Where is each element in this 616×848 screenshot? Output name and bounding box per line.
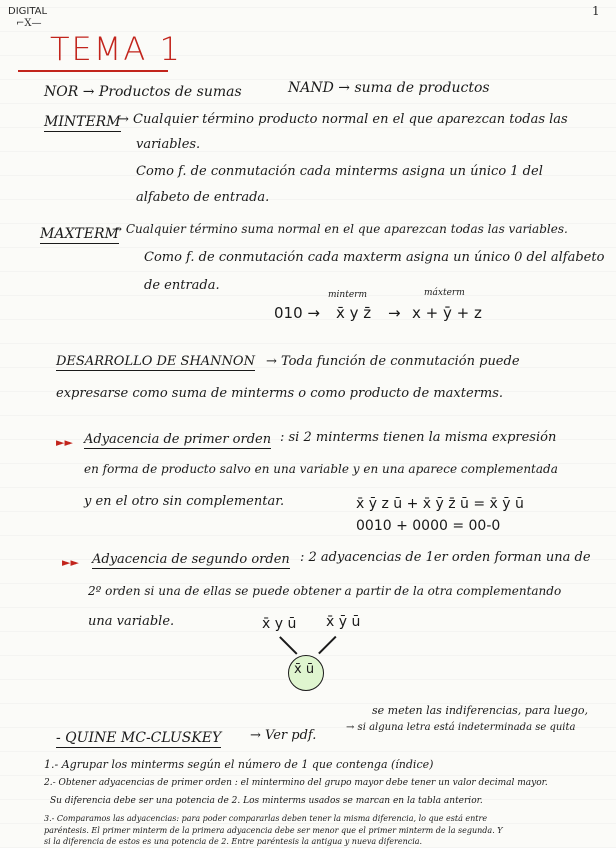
ady1-line-1: : si 2 minterms tienen la misma expresión	[280, 430, 557, 445]
ady1-line-2: en forma de producto salvo en una variable y en una aparece complementada	[84, 462, 558, 476]
example-minterm: x̄ y z̄	[336, 304, 372, 322]
nor-line: NOR → Productos de sumas	[44, 84, 242, 100]
example-label-minterm: minterm	[328, 290, 367, 300]
example-label-maxterm: máxterm	[424, 288, 465, 298]
quine-term: - QUINE MC-CLUSKEY	[56, 730, 222, 746]
title-underline	[18, 70, 168, 72]
quine-step-2b: Su diferencia debe ser una potencia de 2. Los minterms usados se marcan en la tabla anterior.	[50, 796, 483, 806]
minterm-line-3: Como f. de conmutación cada minterms asigna un único 1 del	[136, 164, 543, 179]
ady1-term: Adyacencia de primer orden	[84, 432, 272, 447]
minterm-line-4: alfabeto de entrada.	[136, 190, 270, 205]
subject-label: DIGITAL	[8, 6, 48, 17]
shannon-line-2: expresarse como suma de minterms o como producto de maxterms.	[56, 386, 503, 401]
minterm-line-1: → Cualquier término producto normal en el que aparezcan todas las	[118, 112, 568, 127]
quine-step-3c: si la diferencia de estos es una potencia de 2. Entre paréntesis la antigua y nueva diferencia.	[44, 837, 423, 846]
maxterm-term: MAXTERM	[40, 226, 119, 242]
shannon-term: DESARROLLO DE SHANNON	[56, 354, 255, 369]
bullet-triangles-1: ►►	[56, 436, 73, 449]
ady2-line-3: una variable.	[88, 614, 175, 629]
quine-step-2a: 2.- Obtener adyacencias de primer orden : el mintermino del grupo mayor debe tener un valor decimal mayor.	[44, 778, 548, 788]
shannon-line-1: → Toda función de conmutación puede	[266, 354, 520, 369]
example-bits: 010 →	[274, 304, 320, 322]
ady1-equation-2: 0010 + 0000 = 00-0	[356, 518, 501, 534]
example-maxterm: x + ȳ + z	[412, 304, 482, 322]
ady2-term: Adyacencia de segundo orden	[92, 552, 290, 567]
minterm-term: MINTERM	[44, 114, 121, 130]
quine-note-2: → si alguna letra está indeterminada se quita	[346, 722, 576, 733]
ady2-left-term: x̄ y ū	[262, 616, 297, 632]
ady2-connector-left	[279, 636, 297, 654]
ady2-result-term: x̄ ū	[294, 662, 315, 677]
quine-note-1: se meten las indiferencias, para luego,	[372, 704, 588, 717]
nand-line: NAND → suma de productos	[288, 80, 490, 96]
maxterm-line-3: de entrada.	[144, 278, 220, 293]
minterm-line-2: variables.	[136, 137, 201, 152]
maxterm-line-1: → Cualquier término suma normal en el que aparezcan todas las variables.	[112, 222, 568, 236]
subject-mark: ⌐X—	[16, 18, 42, 29]
bullet-triangles-2: ►►	[62, 556, 79, 569]
page-title: TEMA 1	[50, 30, 182, 68]
example-arrow: →	[388, 304, 401, 322]
quine-step-3b: paréntesis. El primer minterm de la primera adyacencia debe ser menor que el primer minterm de la segunda. Y	[44, 826, 503, 835]
ady2-line-2: 2º orden si una de ellas se puede obtener a partir de la otra complementando	[88, 584, 562, 598]
ady1-equation-1: x̄ ȳ z ū + x̄ ȳ z̄ ū = x̄ ȳ ū	[356, 496, 524, 512]
quine-step-1: 1.- Agrupar los minterms según el número de 1 que contenga (índice)	[44, 758, 434, 771]
ady2-line-1: : 2 adyacencias de 1er orden forman una de	[300, 550, 591, 565]
ady1-line-3: y en el otro sin complementar.	[84, 494, 285, 509]
quine-line-1: → Ver pdf.	[250, 728, 317, 743]
quine-step-3a: 3.- Comparamos las adyacencias: para poder compararlas deben tener la misma diferencia, lo que está entre	[44, 814, 488, 823]
ady2-connector-right	[318, 636, 336, 654]
page-number: 1	[592, 4, 600, 18]
maxterm-line-2: Como f. de conmutación cada maxterm asigna un único 0 del alfabeto	[144, 250, 605, 265]
ady2-right-term: x̄ ȳ ū	[326, 614, 361, 630]
